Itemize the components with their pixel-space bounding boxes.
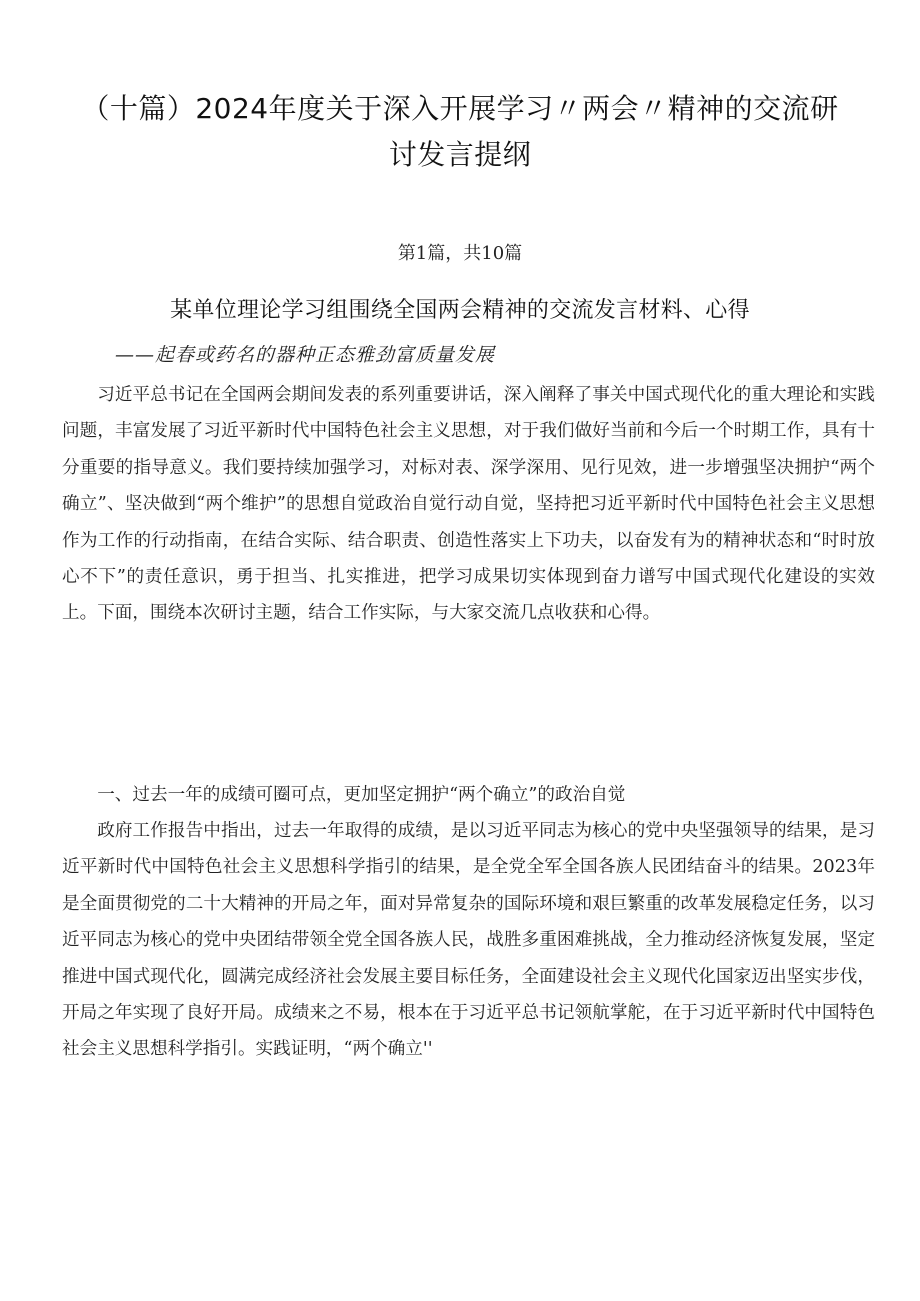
body-paragraph-intro: 习近平总书记在全国两会期间发表的系列重要讲话，深入阐释了事关中国式现代化的重大理论和实践问题，丰富发展了习近平新时代中国特色社会主义思想，对于我们做好当前和今后一个时期工作，具有十分重要的指导意义。我们要持续加强学习，对标对表、深学深用、见行见效，进一步增强坚决拥护“两个确立”、坚决做到“两个维护”的思想自觉政治自觉行动自觉，坚持把习近平新时代中国特色社会主义思想作为工作的行动指南，在结合实际、结合职责、创造性落实上下功夫，以奋发有为的精神状态和“时时放心不下”的责任意识，勇于担当、扎实推进，把学习成果切实体现到奋力谱写中国式现代化建设的实效上。下面，围绕本次研讨主题，结合工作实际，与大家交流几点收获和心得。 — [62, 385, 875, 624]
part-label: 第1篇，共10篇 — [397, 243, 523, 264]
document-title-line-1: （十篇）2024年度关于深入开展学习〃两会〃精神的交流研 — [81, 92, 839, 125]
section-subtitle: ——起春或药名的器种正态雅劲富质量发展 — [115, 344, 496, 366]
document-title-line-2: 讨发言提纲 — [388, 138, 532, 171]
body-heading-one: 一、过去一年的成绩可圈可点，更加坚定拥护“两个确立”的政治自觉 — [97, 785, 626, 805]
body-paragraph-achievements: 政府工作报告中指出，过去一年取得的成绩，是以习近平同志为核心的党中央坚强领导的结果，是习近平新时代中国特色社会主义思想科学指引的结果，是全党全军全国各族人民团结奋斗的结果。2023年是全面贯彻党的二十大精神的开局之年，面对异常复杂的国际环境和艰巨繁重的改革发展稳定任务，以习近平同志为核心的党中央团结带领全党全国各族人民，战胜多重困难挑战，全力推动经济恢复发展，坚定推进中国式现代化，圆满完成经济社会发展主要目标任务，全面建设社会主义现代化国家迈出坚实步伐，开局之年实现了良好开局。成绩来之不易，根本在于习近平总书记领航掌舵，在于习近平新时代中国特色社会主义思想科学指引。实践证明，“两个确立'' — [62, 821, 875, 1060]
section-title: 某单位理论学习组围绕全国两会精神的交流发言材料、心得 — [170, 298, 750, 323]
